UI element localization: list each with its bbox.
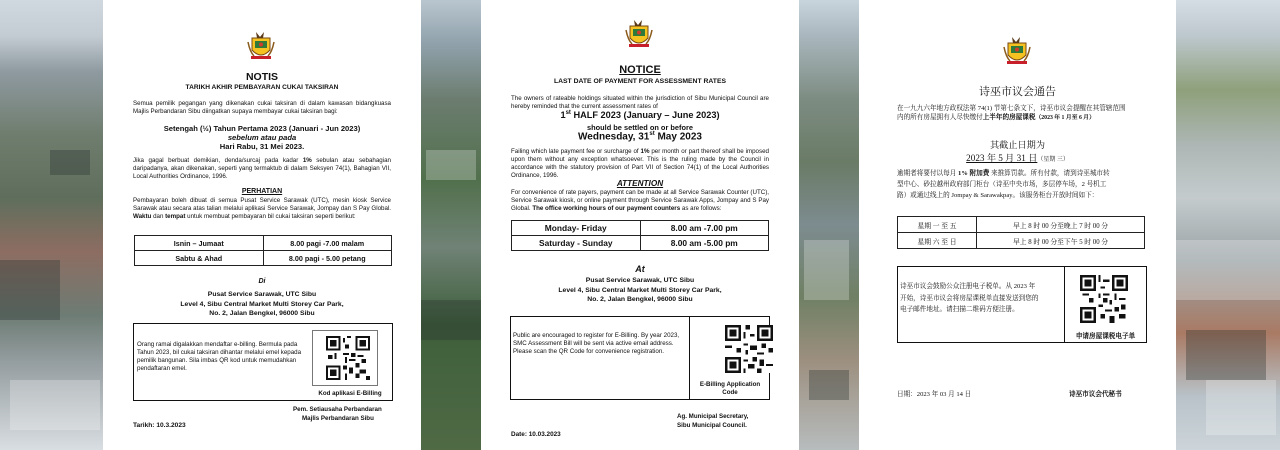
ebilling-box [510,316,770,400]
warehouse-shape [1176,240,1280,300]
table-row [512,236,769,251]
deadline-date-text: 2023 年 5 月 31 日 [966,153,1038,163]
attention-text [511,189,769,213]
attention-title: PERHATIAN [241,188,283,195]
qr-caption: 申请房屋课税电子单 [1075,333,1136,340]
deadline-day: （星期 三） [1037,157,1069,163]
payment-period: Setengah (½) Tahun Pertama 2023 (Januari - Jun 2023) [163,124,361,133]
hours-days: Saturday - Sunday [512,236,641,251]
penalty-text [133,157,391,181]
aerial-photo-center-left [421,0,481,450]
intro-text: Semua pemilik pegangan yang dikenakan cukai taksiran di dalam kawasan bidangkuasa Majlis Perbandaran Sibu diingatkan supaya membayar cukai taksiran bagi: [133,100,391,116]
council-crest-icon [246,28,276,62]
notice-title: 诗巫市议会通告 [979,86,1056,98]
table-row [512,221,769,236]
penalty-text-2: sebulan atau sebahagian daripadanya, akan dikenakan, seperti yang termaktub di dalam Seksyen 74(1), Bahagian VII, Local Authorities Ordinance, 1996. [133,157,391,181]
intro-line [897,113,1147,123]
hours-time: 早上 8 时 00 分至下午 5 时 00 分 [977,233,1145,249]
notice-subtitle: TARIKH AKHIR PEMBAYARAN CUKAI TAKSIRAN [185,84,339,91]
hours-days: Isnin – Jumaat [135,236,264,251]
deadline-sup: st [649,131,655,137]
notice-date: Tarikh: 10.3.2023 [133,422,186,429]
table-row [135,251,392,266]
intro-period: （2023 年 1 月至 6 月） [1035,115,1095,121]
ebilling-line: 开始，诗巫市议会将房屋课税单直接发送到您的 [900,294,1039,302]
attention-title: ATTENTION [616,179,664,188]
penalty-rate: 1% [302,157,312,164]
attention-text [133,197,391,221]
address-line: No. 2, Jalan Bengkel, 96000 Sibu [209,310,315,318]
signatory-line: Majlis Perbandaran Sibu [302,415,374,422]
building-shape [804,240,849,300]
attention-bold: The office working hours of our payment counters [532,205,681,213]
notice-title: NOTIS [245,71,279,83]
penalty-line: 型中心、砂拉越州政府部门柜台（诗巫中央市场，多层停车场，2 号机工 [897,181,1107,188]
qr-caption-line: E-Billing Application [699,381,761,388]
attention-text-1: For convenience of rate payers, payment can be made at all Service Sarawak Counter (UTC), Service Sarawak kiosk, or online payment through Service Sarawak Apps, Jompay and S Pay Global. [511,189,769,213]
container-yard [1186,330,1266,380]
address-line: Level 4, Sibu Central Market Multi Storey Car Park, [180,300,344,308]
deadline-rest: May 2023 [654,131,702,143]
intro-text [897,104,1147,123]
qr-caption [691,381,769,396]
qr-caption: Kod aplikasi E-Billing [318,390,382,397]
tree-area [421,300,481,340]
table-row [898,217,1145,233]
qr-code-icon[interactable] [1080,275,1128,323]
address-line: Pusat Service Sarawak, UTC Sibu [207,291,317,298]
english-notice [481,0,799,450]
attention-tail: as are follows: [680,205,722,213]
period-rest: HALF 2023 (January – June 2023) [570,110,720,121]
attention-text-2: untuk membuat pembayaran bil cukai taksiran seperti berikut: [185,213,356,221]
building-shape [10,380,100,430]
ebilling-text: Public are encouraged to register for E-Billing. By year 2023, SMC Assessment Bill will be sent via active email address. Please scan the QR Code for convenience registration. [513,332,680,356]
qr-code-icon[interactable] [326,336,370,380]
hours-table [511,220,769,251]
penalty-text-1: Failing which late payment fee or surcharge of [511,148,641,155]
ebilling-text: Orang ramai digalakkan mendaftar e-billing. Bermula pada Tahun 2023, bil cukai taksiran dihantar melalui emel kepada pemilik bangunan. Sila imbas QR kod untuk memudahkan pendaftaran emel. [137,341,302,373]
penalty-text-2: per month or part thereof shall be imposed upon them without any exception whatsoever. This is the ruling made by the Council in accordance with the statutory provision of Part VII of Section 74(1) of the Local Authorities Ordinance, 1996. [511,148,769,180]
payment-address [103,290,421,319]
before-on-text: sebelum atau pada [227,133,297,142]
settled-text: should be settled on or before [587,123,693,132]
signatory [677,412,797,430]
penalty-rate: 1% [640,148,650,155]
period-prefix: 1 [560,110,566,121]
notice-date: Date: 10.03.2023 [511,431,561,438]
building-shape [1206,380,1276,435]
signatory: 诗巫市议会代秘书 [1069,391,1122,398]
address-line: No. 2, Jalan Bengkel, 96000 Sibu [587,296,693,304]
hours-days: Monday- Friday [512,221,641,236]
hours-time: 8.00 pagi -7.00 malam [263,236,392,251]
deadline-date: Hari Rabu, 31 Mei 2023. [219,142,305,151]
penalty-text [511,148,769,180]
at-label: At [635,264,645,274]
aerial-photo-left [0,0,103,450]
notice-title: NOTICE [619,64,661,76]
intro-bold: 上半年的房屋课税 [982,114,1036,121]
aerial-photo-right [1176,0,1280,450]
deadline-date [859,150,1176,164]
signatory-line: Sibu Municipal Council. [677,422,747,429]
hours-table [897,216,1145,249]
penalty-line-1: 逾期者将要付以每月 [897,170,958,177]
ebilling-line: 诗巫市议会鼓励公众注册电子税单。从 2023 年 [900,283,1036,290]
penalty-line: 路）或通过线上的 Jompay & Sarawakpay。该服务柜台开放时间如下： [897,192,1099,199]
hours-time: 8.00 am -7.00 pm [640,221,769,236]
hours-time: 早上 8 时 00 分至晚上 7 时 00 分 [977,217,1145,233]
ebilling-line: 电子邮件地址。请扫描二维码方便注册。 [900,306,1019,313]
hours-time: 8.00 am -5.00 pm [640,236,769,251]
building-shape [0,260,60,320]
table-row [898,233,1145,249]
council-crest-icon [624,16,654,50]
signatory-line: Pem. Setiausaha Perbandaran [293,406,382,413]
penalty-text [897,168,1149,201]
box-divider [689,317,690,399]
hours-days: Sabtu & Ahad [135,251,264,266]
penalty-line-1b: 来推算罚款。所有付款，请到诗巫城市转 [989,170,1110,177]
attention-bold-1: Waktu [133,213,152,221]
at-label: Di [258,278,266,285]
malay-notice [103,0,421,450]
building-shape [426,150,476,180]
building-shape [809,370,849,400]
penalty-text-1: Jika gagal berbuat demikian, denda/surcaj pada kadar [133,157,303,164]
table-row [135,236,392,251]
address-line: Pusat Service Sarawak, UTC Sibu [585,277,695,284]
chinese-notice [859,0,1176,450]
hours-time: 8.00 pagi - 5.00 petang [263,251,392,266]
aerial-photo-center-right [799,0,859,450]
payment-address [481,276,799,305]
deadline-date [481,131,799,142]
hours-days: 星期 六 至 日 [898,233,977,249]
period-sup: st [565,110,571,116]
qr-code-icon[interactable] [725,325,773,373]
penalty-line [897,168,1149,179]
intro-text: The owners of rateable holdings situated within the jurisdiction of Sibu Municipal Council are hereby reminded that the current assessment rates of [511,95,769,111]
deadline-label: 其截止日期为 [989,140,1046,150]
attention-text-1: Pembayaran boleh dibuat di semua Pusat Service Sarawak (UTC), mesin kiosk Service Sarawak atau secara atas talian melalui aplikasi Service Sarawak, Jompay dan S Pay Global. [133,197,391,213]
council-crest-icon [1002,33,1032,67]
attention-and: dan [151,213,166,221]
intro-line-2: 内的所有房屋拥有人尽快缴付 [897,114,983,121]
building-shape [50,150,90,175]
signatory [293,405,413,423]
notice-subtitle: LAST DATE OF PAYMENT FOR ASSESSMENT RATES [553,78,727,85]
deadline-prefix: Wednesday, 31 [578,131,650,143]
signatory-line: Ag. Municipal Secretary, [677,413,749,420]
hours-table [134,235,392,266]
hours-days: 星期 一 至 五 [898,217,977,233]
address-line: Level 4, Sibu Central Market Multi Storey Car Park, [558,286,722,294]
ebilling-text [900,281,1064,316]
attention-bold-2: tempat [165,213,186,221]
penalty-bold: 1% 附加费 [958,170,990,177]
payment-period [481,110,799,120]
ebilling-box [133,323,393,401]
intro-line: 在一九九六年地方政权法第 74(1) 节第七条文下，诗巫市议会提醒在其管辖范围 [897,105,1126,112]
notice-date: 日期：2023 年 03 月 14 日 [897,391,972,398]
ebilling-box [897,266,1147,343]
qr-caption-line: Code [722,388,738,396]
